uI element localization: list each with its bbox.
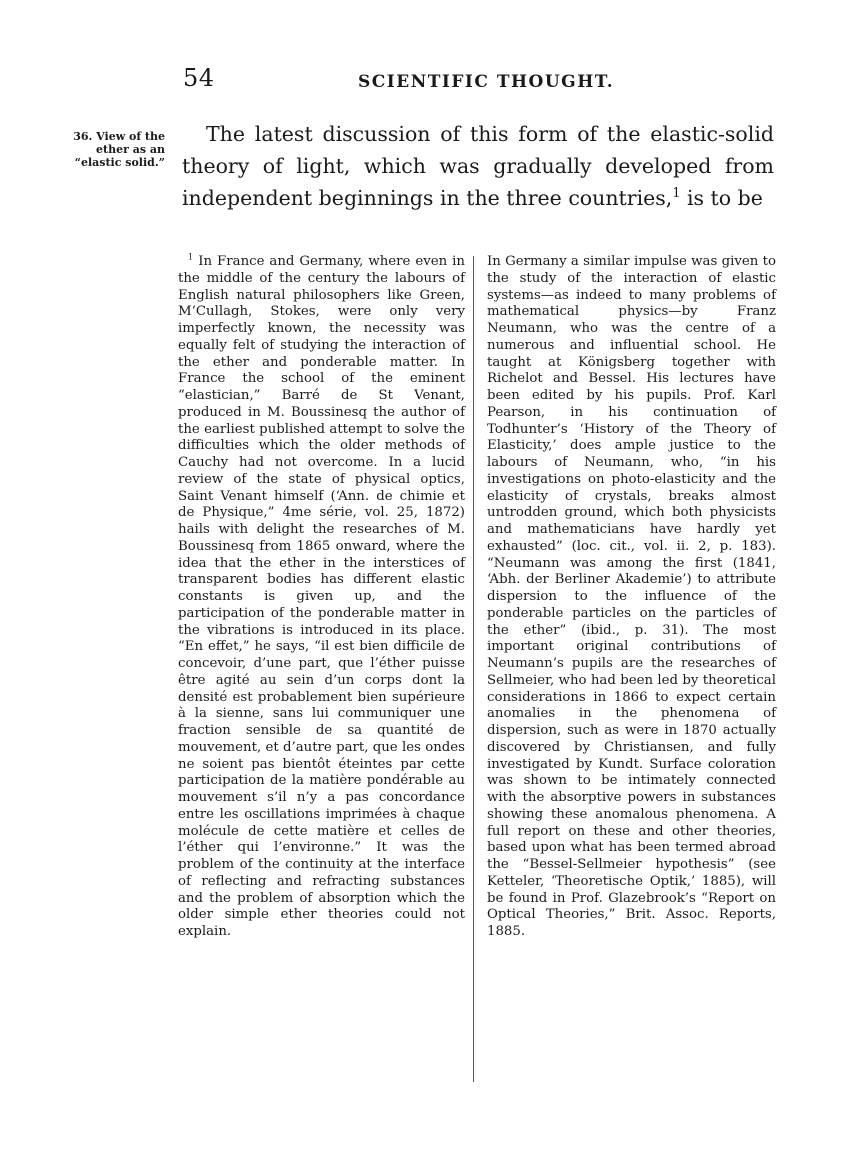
running-head: SCIENTIFIC THOUGHT. [358, 72, 615, 92]
page-number: 54 [183, 64, 215, 92]
footnote-reference: 1 [672, 185, 681, 201]
footnote-left-column [178, 251, 465, 941]
footnote-right-text: In Germany a similar impulse was given to the study of the interaction of elastic systems—as indeed to many problems of mathematical physics—by Franz Neumann, who was the centre of a numerous and influential school. He taught at Königsberg together with Richelot and Bessel. His lectures have been edited by his pupils. Prof. Karl Pearson, in his continuation of Todhunter’s ‘History of the Theory of Elasticity,’ does ample justice to the labours of Neumann, who, “in his investigations on photo-elasticity and the elasticity of crystals, breaks almost untrodden ground, which both physicists and mathematicians have hardly yet exhausted” (loc. cit., vol. ii. 2, p. 183). “Neumann was among the first (1841, ‘Abh. der Berliner Akademie’) to attribute dispersion to the influence of the ponderable particles on the particles of the ether” (ibid., p. 31). The most important original contributions of Neumann’s pupils are the researches of Sellmeier, who had been led by theoretical considerations in 1866 to expect certain anomalies in the phenomena of dispersion, such as were in 1870 actually discovered by Christiansen, and fully investigated by Kundt. Surface coloration was shown to be intimately connected with the absorptive powers in substances showing these anomalous phenomena. A full report on these and other theories, based upon what has been termed abroad the “Bessel-Sellmeier hypothesis” (see Ketteler, ‘Theoretische Optik,’ 1885), will be found in Prof. Glazebrook’s “Report on Optical Theories,” Brit. Assoc. Reports, 1885. [487, 254, 776, 939]
main-text-tail: is to be [680, 186, 763, 210]
footnote-left-text: In France and Germany, where even in the middle of the century the labours of English natural philosophers like Green, M‘Cullagh, Stokes, were only very imperfectly known, the necessity was equally felt of studying the interaction of the ether and ponderable matter. In France the school of the eminent “elastician,” Barré de St Venant, produced in M. Boussinesq the author of the earliest published attempt to solve the difficulties which the older methods of Cauchy had not overcome. In a lucid review of the state of physical optics, Saint Venant himself (‘Ann. de chimie et de Physique,” 4me série, vol. 25, 1872) hails with delight the researches of M. Boussinesq from 1865 onward, where the idea that the ether in the interstices of transparent bodies has different elastic constants is given up, and the participation of the ponderable matter in the vibrations is introduced in its place. “En effet,” he says, “il est bien difficile de concevoir, d’une part, que l’éther puisse être agité au sein d’un corps dont la densité est probablement bien supérieure à la sienne, sans lui communiquer une fraction sensible de sa quantité de mouvement, et d’autre part, que les ondes ne soient pas bientôt éteintes par cette participation de la matière pondérable au mouvement s’il n’y a pas concordance entre les oscillations imprimées à chaque molécule de cette matière et celles de l’éther qui l’environne.” It was the problem of the continuity at the interface of reflecting and refracting substances and the problem of absorption which the older simple ether theories could not explain. [178, 254, 465, 939]
footnotes [178, 251, 778, 1086]
footnote-column-divider [473, 256, 474, 1082]
main-text-body: The latest discussion of this form of the elastic-solid theory of light, which was gradually developed from independent beginnings in the three countries, [182, 122, 774, 210]
main-text [182, 118, 774, 214]
footnote-right-column [487, 254, 776, 941]
margin-note: 36. View of the ether as an “elastic solid.” [73, 130, 165, 169]
footnote-marker: 1 [188, 251, 194, 262]
